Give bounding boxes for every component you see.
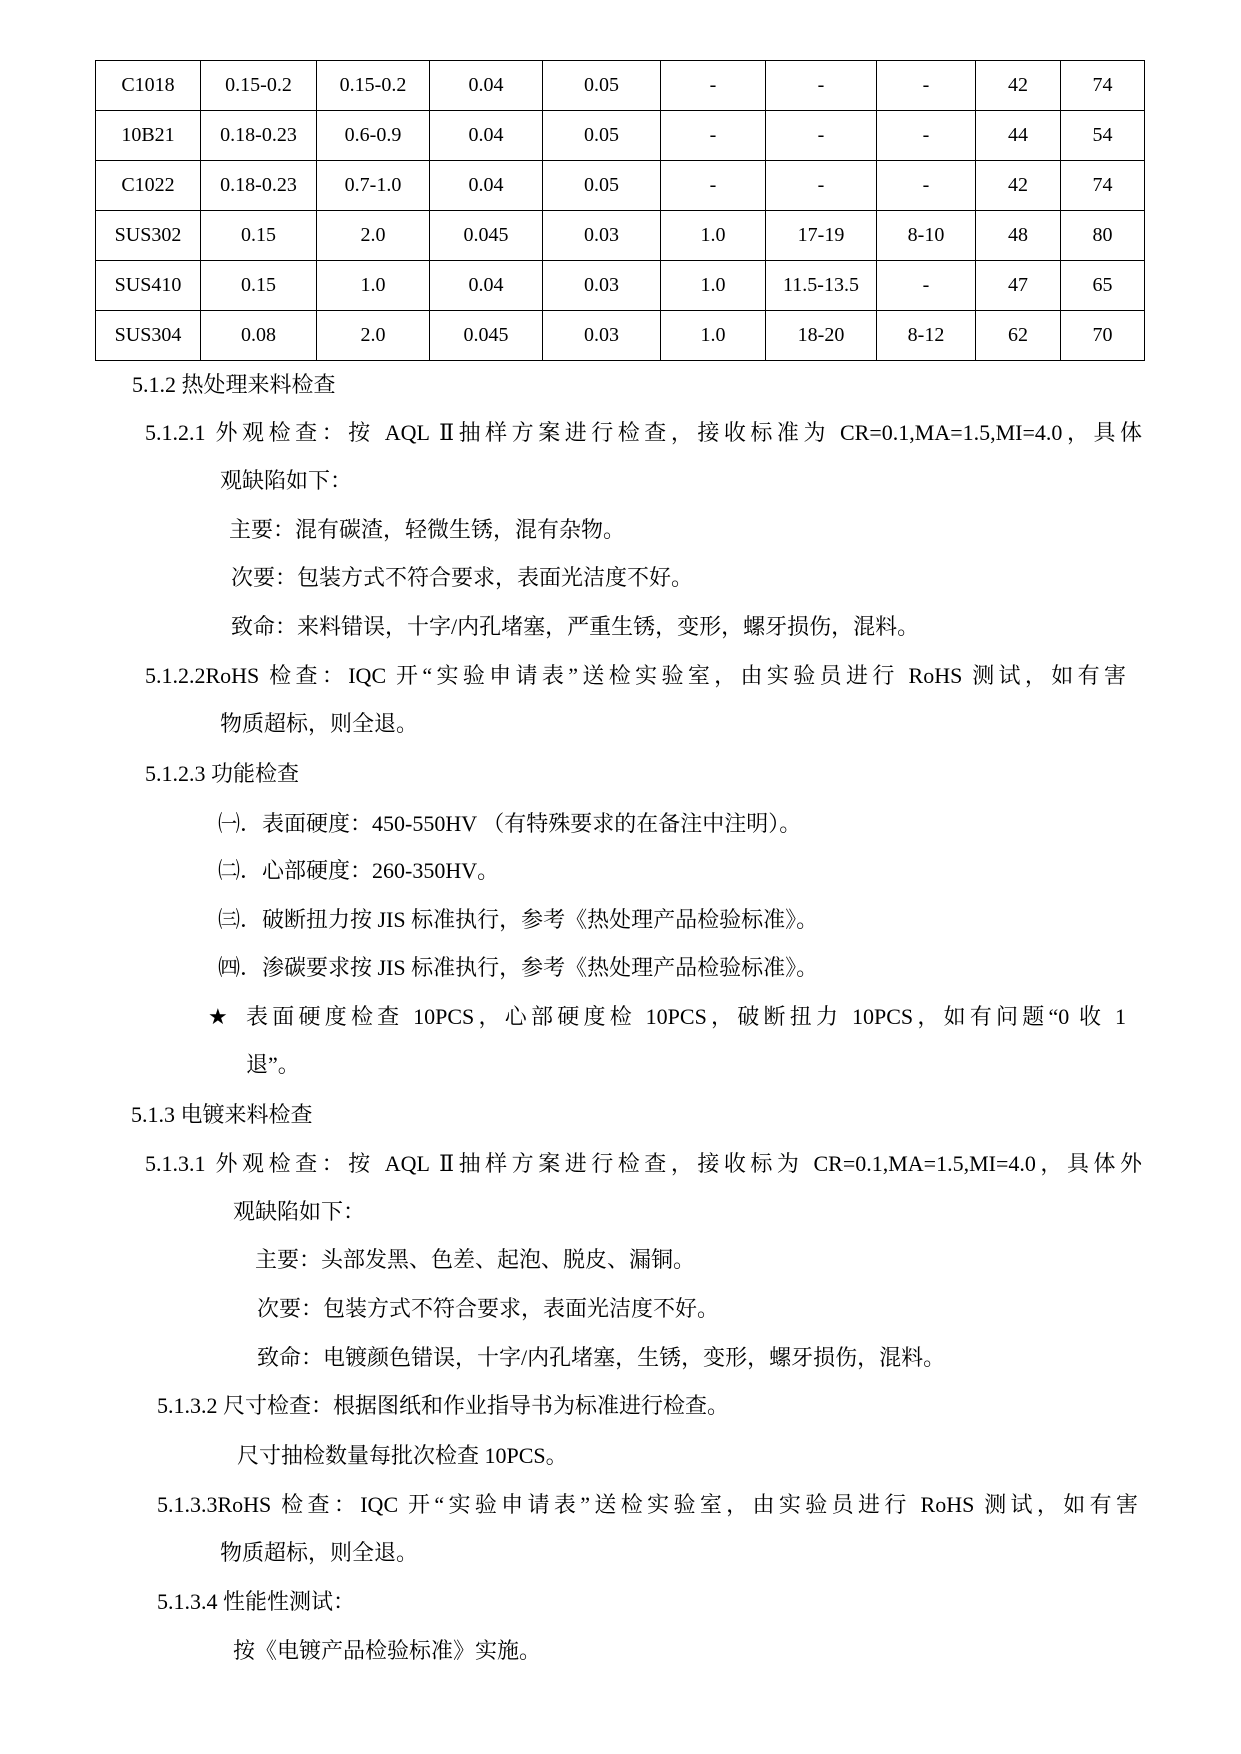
table-cell: 80 bbox=[1061, 211, 1145, 261]
table-cell: 0.03 bbox=[543, 211, 661, 261]
material-composition-table bbox=[95, 60, 1145, 361]
table-row bbox=[96, 211, 1145, 261]
table-cell: 0.03 bbox=[543, 261, 661, 311]
table-cell: 17-19 bbox=[766, 211, 877, 261]
table-cell: 0.04 bbox=[430, 61, 543, 111]
table-cell: SUS302 bbox=[96, 211, 201, 261]
table-cell: 0.04 bbox=[430, 261, 543, 311]
table-cell: 44 bbox=[976, 111, 1061, 161]
table-cell: 0.15 bbox=[201, 211, 317, 261]
table-cell: 0.6-0.9 bbox=[317, 111, 430, 161]
table-cell: - bbox=[877, 261, 976, 311]
table-cell: 8-12 bbox=[877, 311, 976, 361]
table-cell: 47 bbox=[976, 261, 1061, 311]
table-cell: - bbox=[766, 111, 877, 161]
table-cell: - bbox=[766, 161, 877, 211]
table-row bbox=[96, 161, 1145, 211]
table-cell: 0.045 bbox=[430, 311, 543, 361]
table-cell: 0.05 bbox=[543, 61, 661, 111]
list-item-3: ㈢．破断扭力按 JIS 标准执行，参考《热处理产品检验标准》。 bbox=[218, 907, 819, 932]
table-cell: 1.0 bbox=[317, 261, 430, 311]
table-cell: SUS304 bbox=[96, 311, 201, 361]
table-cell: 0.04 bbox=[430, 111, 543, 161]
table-cell: 54 bbox=[1061, 111, 1145, 161]
table-cell: 1.0 bbox=[661, 211, 766, 261]
paragraph-line: 物质超标，则全退。 bbox=[220, 711, 419, 736]
table-cell: 74 bbox=[1061, 61, 1145, 111]
table-cell: 48 bbox=[976, 211, 1061, 261]
table-cell: 1.0 bbox=[661, 311, 766, 361]
table-cell: 0.15-0.2 bbox=[317, 61, 430, 111]
table-cell: 0.7-1.0 bbox=[317, 161, 430, 211]
defect-minor: 次要：包装方式不符合要求，表面光洁度不好。 bbox=[257, 1296, 720, 1321]
table-cell: 0.05 bbox=[543, 111, 661, 161]
table-cell: - bbox=[766, 61, 877, 111]
table-row bbox=[96, 61, 1145, 111]
table-cell: - bbox=[877, 61, 976, 111]
table-cell: - bbox=[661, 161, 766, 211]
table-cell: - bbox=[877, 161, 976, 211]
table-cell: 0.18-0.23 bbox=[201, 161, 317, 211]
table-cell: 2.0 bbox=[317, 311, 430, 361]
table-row bbox=[96, 111, 1145, 161]
table-cell: 2.0 bbox=[317, 211, 430, 261]
table-cell: 0.15 bbox=[201, 261, 317, 311]
paragraph-5-1-2-2: 5.1.2.2RoHS 检查：IQC 开“实验申请表”送检实验室，由实验员进行 RoHS 测试，如有害 bbox=[145, 663, 1126, 688]
star-icon: ★ bbox=[208, 1004, 228, 1029]
defect-minor: 次要：包装方式不符合要求，表面光洁度不好。 bbox=[231, 565, 694, 590]
table-cell: 0.05 bbox=[543, 161, 661, 211]
table-cell: 74 bbox=[1061, 161, 1145, 211]
table-row bbox=[96, 311, 1145, 361]
paragraph-5-1-3-3: 5.1.3.3RoHS 检查：IQC 开“实验申请表”送检实验室，由实验员进行 RoHS 测试，如有害 bbox=[157, 1492, 1138, 1517]
table-cell: 18-20 bbox=[766, 311, 877, 361]
defect-major: 主要：头部发黑、色差、起泡、脱皮、漏铜。 bbox=[255, 1247, 696, 1272]
section-heading-5-1-2-3: 5.1.2.3 功能检查 bbox=[145, 761, 300, 786]
defect-critical: 致命：电镀颜色错误，十字/内孔堵塞，生锈，变形，螺牙损伤，混料。 bbox=[257, 1345, 946, 1370]
table-cell: 0.03 bbox=[543, 311, 661, 361]
table-cell: 0.15-0.2 bbox=[201, 61, 317, 111]
table-cell: 70 bbox=[1061, 311, 1145, 361]
table-cell: 8-10 bbox=[877, 211, 976, 261]
table-cell: 1.0 bbox=[661, 261, 766, 311]
table-cell: 0.04 bbox=[430, 161, 543, 211]
paragraph-5-1-2-1: 5.1.2.1 外观检查：按 AQL Ⅱ抽样方案进行检查，接收标准为 CR=0.1,MA=1.5,MI=4.0，具体 bbox=[145, 420, 1142, 445]
table-cell: 10B21 bbox=[96, 111, 201, 161]
paragraph-line: 观缺陷如下： bbox=[233, 1199, 366, 1224]
star-note: 表面硬度检查 10PCS，心部硬度检 10PCS，破断扭力 10PCS，如有问题“0 收 1 bbox=[246, 1004, 1126, 1029]
table-cell: 62 bbox=[976, 311, 1061, 361]
section-heading-5-1-3: 5.1.3 电镀来料检查 bbox=[131, 1102, 313, 1127]
table-cell: 11.5-13.5 bbox=[766, 261, 877, 311]
table-cell: C1022 bbox=[96, 161, 201, 211]
list-item-4: ㈣．渗碳要求按 JIS 标准执行，参考《热处理产品检验标准》。 bbox=[218, 955, 819, 980]
table-cell: 42 bbox=[976, 161, 1061, 211]
defect-critical: 致命：来料错误，十字/内孔堵塞，严重生锈，变形，螺牙损伤，混料。 bbox=[231, 614, 920, 639]
list-item-2: ㈡．心部硬度：260-350HV。 bbox=[218, 858, 500, 883]
table-cell: C1018 bbox=[96, 61, 201, 111]
table-cell: 0.045 bbox=[430, 211, 543, 261]
table-cell: 42 bbox=[976, 61, 1061, 111]
paragraph-line: 按《电镀产品检验标准》实施。 bbox=[233, 1638, 542, 1663]
table-cell: - bbox=[877, 111, 976, 161]
table-cell: - bbox=[661, 111, 766, 161]
table-cell: 0.18-0.23 bbox=[201, 111, 317, 161]
paragraph-5-1-3-1: 5.1.3.1 外观检查：按 AQL Ⅱ抽样方案进行检查，接收标为 CR=0.1,MA=1.5,MI=4.0，具体外 bbox=[145, 1151, 1142, 1176]
table-cell: 0.08 bbox=[201, 311, 317, 361]
paragraph-line: 观缺陷如下： bbox=[220, 468, 353, 493]
table-cell: - bbox=[661, 61, 766, 111]
star-note-continued: 退”。 bbox=[246, 1052, 300, 1077]
paragraph-line: 尺寸抽检数量每批次检查 10PCS。 bbox=[237, 1443, 568, 1468]
table-row bbox=[96, 261, 1145, 311]
table-cell: SUS410 bbox=[96, 261, 201, 311]
section-heading-5-1-3-4: 5.1.3.4 性能性测试： bbox=[157, 1589, 356, 1614]
list-item-1: ㈠．表面硬度：450-550HV （有特殊要求的在备注中注明）。 bbox=[218, 811, 802, 836]
section-heading-5-1-2: 5.1.2 热处理来料检查 bbox=[132, 372, 336, 397]
paragraph-line: 物质超标，则全退。 bbox=[220, 1540, 419, 1565]
defect-major: 主要：混有碳渣，轻微生锈，混有杂物。 bbox=[229, 517, 626, 542]
paragraph-5-1-3-2: 5.1.3.2 尺寸检查：根据图纸和作业指导书为标准进行检查。 bbox=[157, 1393, 730, 1418]
table-cell: 65 bbox=[1061, 261, 1145, 311]
